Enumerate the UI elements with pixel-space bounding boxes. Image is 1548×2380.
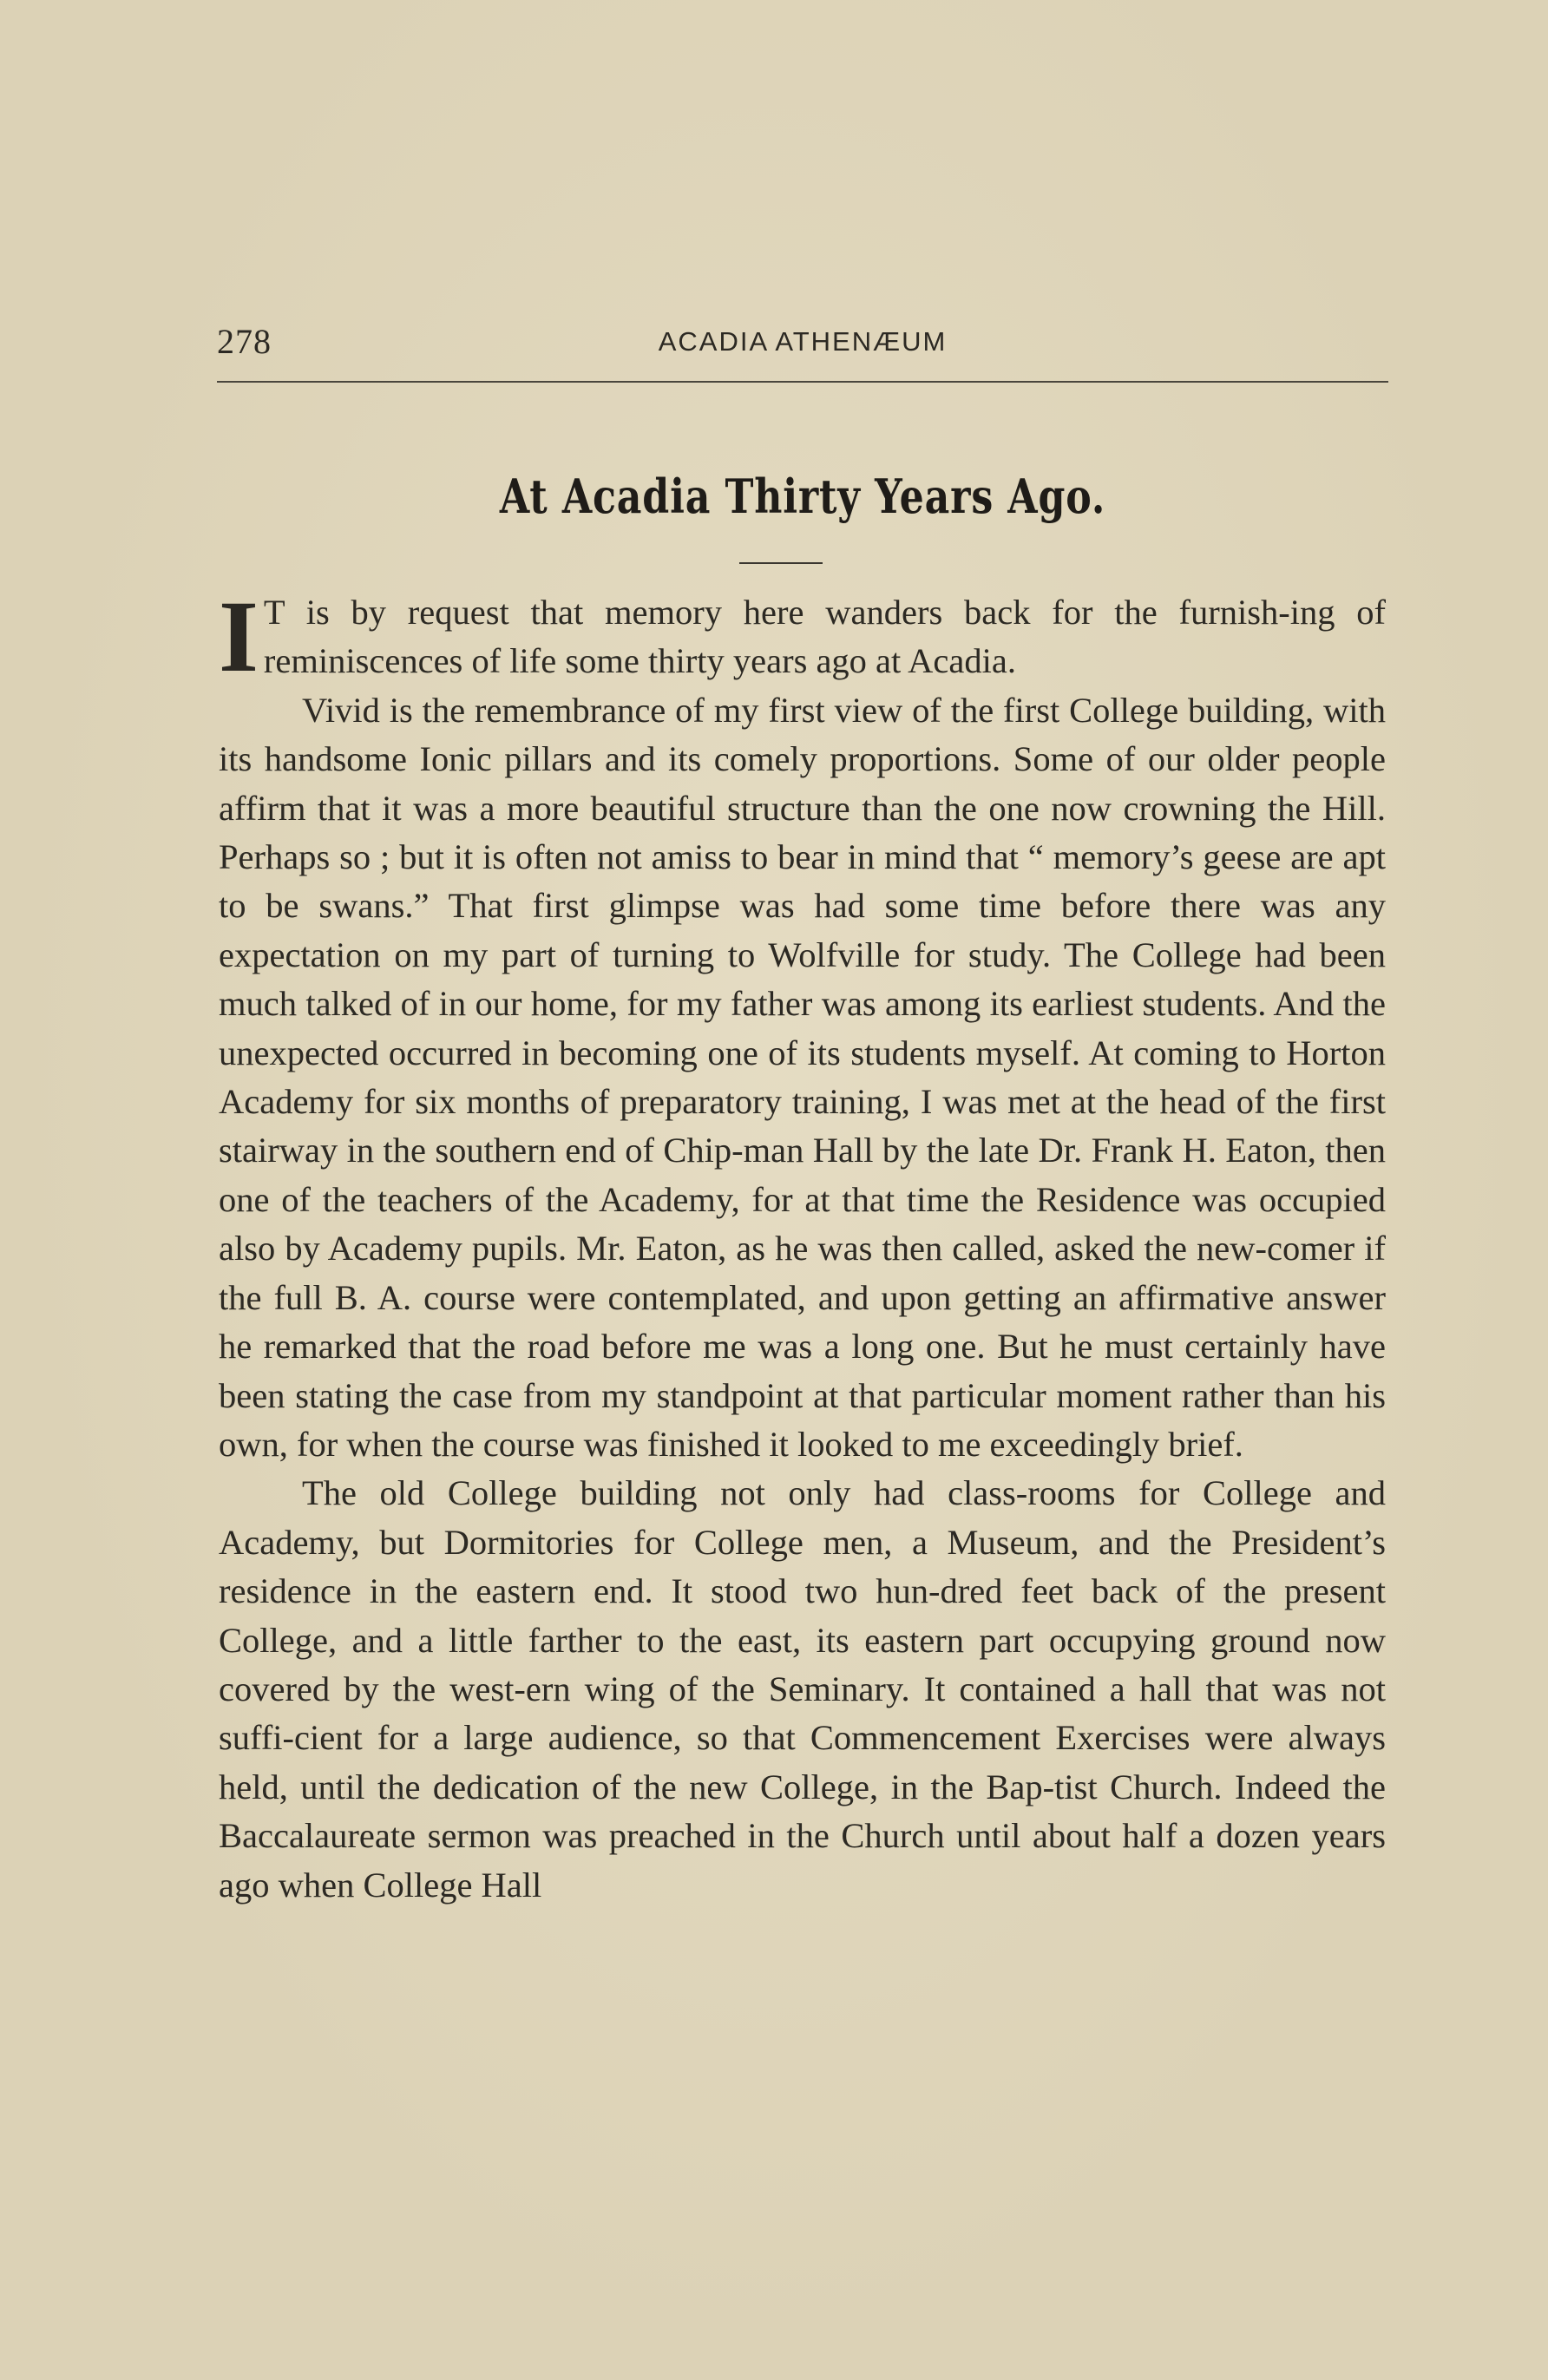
paragraph: Vivid is the remembrance of my first view of the first College building, with its handsome Ionic pillars and its comely proportions. Some of our older people affirm that it was a more beautiful structure than the one now crowning the Hill. Perhaps so ; but it is often not amiss to bear in mind that “ memory’s geese are apt to be swans.” That first glimpse was had some time before there was any expectation on my part of turning to Wolfville for study. The College had been much talked of in our home, for my father was among its earliest students. And the unexpected occurred in becoming one of its students myself. At coming to Horton Academy for six months of preparatory training, I was met at the head of the first stairway in the southern end of Chip-man Hall by the late Dr. Frank H. Eaton, then one of the teachers of the Academy, for at that time the Residence was occupied also by Academy pupils. Mr. Eaton, as he was then called, asked the new-comer if the full B. A. course were contemplated, and upon getting an affirmative answer he remarked that the road before me was a long one. But he must certainly have been stating the case from my standpoint at that particular moment rather than his own, for when the course was finished it looked to me exceedingly brief. [219,690,1386,1464]
paragraph-text: T is by request that memory here wanders back for the furnish-ing of reminiscences of life some thirty years ago at Acadia. [263,593,1386,681]
running-head: ACADIA ATHENÆUM [658,326,948,357]
title-rule [739,562,823,564]
header-rule [217,381,1388,383]
page-header [217,321,1388,373]
article-title: At Acadia Thirty Years Ago. [499,469,1106,524]
page-number: 278 [217,322,272,361]
article-body [219,580,1386,1910]
paragraph: The old College building not only had class-rooms for College and Academy, but Dormitories for College men, a Museum, and the President’s residence in the eastern end. It stood two hun-dred feet back of the present College, and a little farther to the east, its eastern part occupying ground now covered by the west-ern wing of the Seminary. It contained a hall that was not suffi-cient for a large audience, so that Commencement Exercises were always held, until the dedication of the new College, in the Bap-tist Church. Indeed the Baccalaureate sermon was preached in the Church until about half a dozen years ago when College Hall [219,1473,1386,1905]
paragraph [219,580,1386,693]
drop-cap: I [219,580,259,693]
